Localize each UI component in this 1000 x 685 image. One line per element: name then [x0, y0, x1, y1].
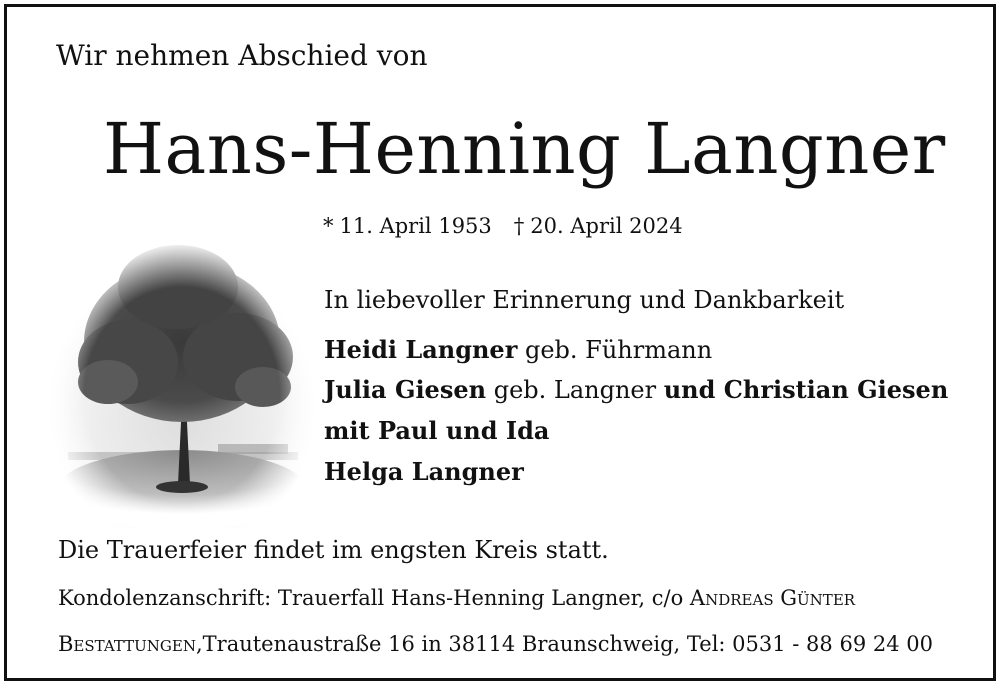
mourner-2	[324, 375, 949, 404]
funeral-home-name: Andreas Günter	[689, 586, 856, 610]
condolence-address-line-2	[58, 634, 933, 655]
mourner-name: Heidi Langner	[324, 335, 518, 364]
death-date: 20. April 2024	[530, 214, 683, 238]
tree-image	[48, 232, 316, 528]
ceremony-note: Die Trauerfeier findet im engsten Kreis statt.	[58, 536, 609, 564]
condolence-address-line-1	[58, 588, 855, 609]
mourner-suffix: geb. Langner	[493, 376, 657, 404]
mourner-suffix: geb. Führmann	[524, 336, 713, 364]
mourner-connector: und Christian Giesen	[663, 375, 949, 404]
mourner-4	[324, 457, 524, 486]
funeral-home-address: Trautenaustraße 16 in 38114 Braunschweig, Tel: 0531 - 88 69 24 00	[202, 632, 933, 656]
mourner-name: mit Paul und Ida	[324, 416, 550, 445]
deceased-name: Hans-Henning Langner	[103, 108, 946, 190]
intro-text: Wir nehmen Abschied von	[56, 39, 428, 72]
mourner-3	[324, 416, 550, 445]
birth-symbol: *	[323, 214, 334, 238]
mourner-name: Julia Giesen	[324, 375, 487, 404]
memory-line: In liebevoller Erinnerung und Dankbarkeit	[324, 286, 845, 314]
mourner-1	[324, 335, 713, 364]
life-dates	[323, 216, 683, 237]
death-symbol: †	[513, 214, 525, 238]
funeral-home-type: Bestattungen,	[58, 632, 203, 656]
birth-date: 11. April 1953	[339, 214, 492, 238]
mourner-name: Helga Langner	[324, 457, 524, 486]
condolence-prefix: Kondolenzanschrift: Trauerfall Hans-Henning Langner, c/o	[58, 586, 684, 610]
